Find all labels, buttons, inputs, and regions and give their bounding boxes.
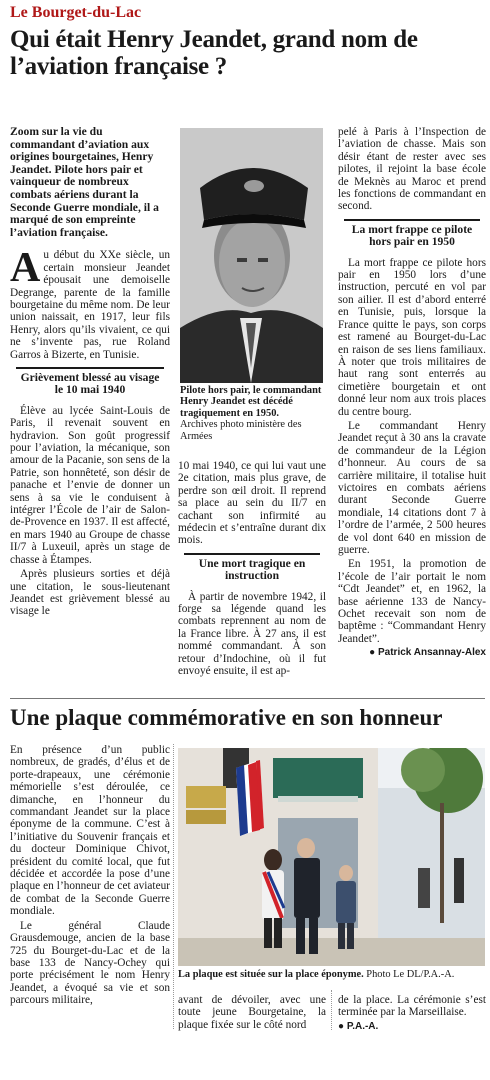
section-2-column-1 [10,744,170,1009]
paragraph-s2-3: avant de dévoiler, avec une toute jeune Bourgetaine, la plaque fixée sur le côté nord [178,994,326,1031]
photo-signature: ● P.A.-A. [338,1020,379,1032]
headline: Qui était Henry Jeandet, grand nom de l’aviation française ? [10,26,418,80]
portrait-caption [180,385,325,442]
paragraph-col3d: En 1951, la promotion de l’école de l’air portait le nom “Cdt Jeandet” et, en 1962, la base aérienne 133 de Nancy-Ochet recevait son nom de baptême : “Commandant Henry Jeandet”. [338,558,486,645]
column-separator [173,744,174,1029]
ceremony-caption-credit: Photo Le DL/P.A.-A. [366,969,455,980]
section-2-title: Une plaque commémorative en son honneur [10,705,443,730]
portrait-photo [180,128,323,383]
paragraph-s2-2: Le général Claude Grausdemouge, ancien de la base 725 du Bourget-du-Lac et de la base 133 de Nancy-Ochey qui porte précisément le nom Henry Jeandet, a évoqué sa vie et son parcours militaire, [10,919,170,1007]
pilot-portrait-illustration [180,128,323,383]
subheading-3: La mort frappe ce pilote hors pair en 1950 [344,219,480,249]
paragraph-col1a: Élève au lycée Saint-Louis de Paris, il revenait souvent en hydravion. Son goût progressif pour l’aviation, la mécanique, son amour de la Pacanie, son sens de la Patrie, son honnêteté, son désir de panache et l’envie de donner un sens à sa vie le conduisent à intégrer l’École de l’air de Salon-de-Provence en 1937. Il est affecté, en mars 1940 au Groupe de chasse II/7 à Luxeuil, après un stage de chasse à Étampes. [10,404,170,566]
section-2-column-3 [338,994,486,1033]
portrait-caption-credit: Archives photo ministère des Armées [180,419,302,442]
ceremony-caption [178,969,485,981]
chapo: Zoom sur la vie du commandant d’aviation aux origines bourgetaines, Henry Jeandet. Pilote hors pair et vainqueur de nombreux combats aériens durant la Seconde Guerre mondiale, il a marqué de son empreinte l’aviation française. [10,125,159,239]
dropcap: A [10,245,41,292]
column-separator-2 [331,990,332,1030]
intro-paragraph [10,245,170,361]
paragraph-col3a: pelé à Paris à l’Inspection de l’aviation de chasse. Mais son désir étant de rester avec ses pilotes, il rejoint la base école de Meknès au Maroc et prend les fonctions de commandant en second. [338,126,486,213]
section-kicker: Le Bourget-du-Lac [10,4,142,21]
portrait-caption-text: Pilote hors pair, le commandant Henry Jeandet est décédé tragiquement en 1950. [180,385,322,419]
ceremony-caption-text: La plaque est située sur la place éponyme. [178,969,364,980]
paragraph-s2-4: de la place. La cérémonie s’est terminée par la Marseillaise. [338,994,486,1019]
paragraph-s2-1: En présence d’un public nombreux, de gradés, d’élus et de porte-drapeaux, une cérémonie mémorielle s’est déroulée, ce dimanche, en l’honneur du commandant Jeandet sur la place éponyme de la commune. C’est à l’initiative du Souvenir français et du docteur Dominique Chivot, président du comité local, que fut décidée et accordée la pose d’une plaque en l’honneur de cet aviateur de combat de la Seconde Guerre mondiale. [10,744,170,918]
paragraph-col2a: 10 mai 1940, ce qui lui vaut une 2e citation, mais plus grave, de perdre son œil droit. Il reprend sa place au sein du II/7 en cachant son infirmité au médecin et s’entraîne durant dix mois. [178,460,326,547]
section-2-column-2 [178,994,326,1033]
ceremony-illustration [178,748,485,966]
author-signature: ● Patrick Ansannay-Alex [369,647,486,659]
paragraph-col3b: La mort frappe ce pilote hors pair en 1950 lors d’une instruction, percuté en vol par son ailier. Il est d’abord enterré en Tunisie, puis, lorsque la France quitte le pays, son corps est ramené au Bourget-du-Lac en raison de ses liens familiaux. À noter que trois militaires de haut rang sont enterrés au cimetière bourgetain et ont donné leur nom aux trois places du centre bourg. [338,256,486,418]
subheading-2: Une mort tragique en instruction [184,553,320,583]
intro-text: u début du XXe siècle, un certain monsieur Jeandet épousait une demoiselle Degrange, parente de la famille bourgetaine du même nom. De leur union naissait, en 1917, leur fils Henry, alors qu’ils vivaient, ce qui ne s’invente pas, rue Roland Garros à Bizerte, en Tunisie. [10,249,170,361]
column-3 [338,126,486,660]
column-2 [178,460,326,680]
subheading-1: Grièvement blessé au visage le 10 mai 1940 [16,367,164,397]
paragraph-col3c: Le commandant Henry Jeandet reçut à 30 ans la cravate de commandeur de la Légion d’honneur. Au cours de sa carrière militaire, il totalise huit victoires en combats aériens durant Seconde Guerre mondiale, 14 citations dont 7 à l’ordre de l’armée, 2 500 heures de vol dont 640 en mission de guerre. [338,419,486,556]
paragraph-col1b: Après plusieurs sorties et déjà une citation, le sous-lieutenant Jeandet est grièvement blessé au visage le [10,568,170,618]
ceremony-photo [178,748,485,966]
column-1 [10,126,170,620]
paragraph-col2b: À partir de novembre 1942, il forge sa légende quand les combats reprennent au nom de la France libre. À 27 ans, il est nommé commandant. À son retour d’Indochine, où il fut envoyé ensuite, il est ap- [178,590,326,678]
section-divider [10,698,485,699]
